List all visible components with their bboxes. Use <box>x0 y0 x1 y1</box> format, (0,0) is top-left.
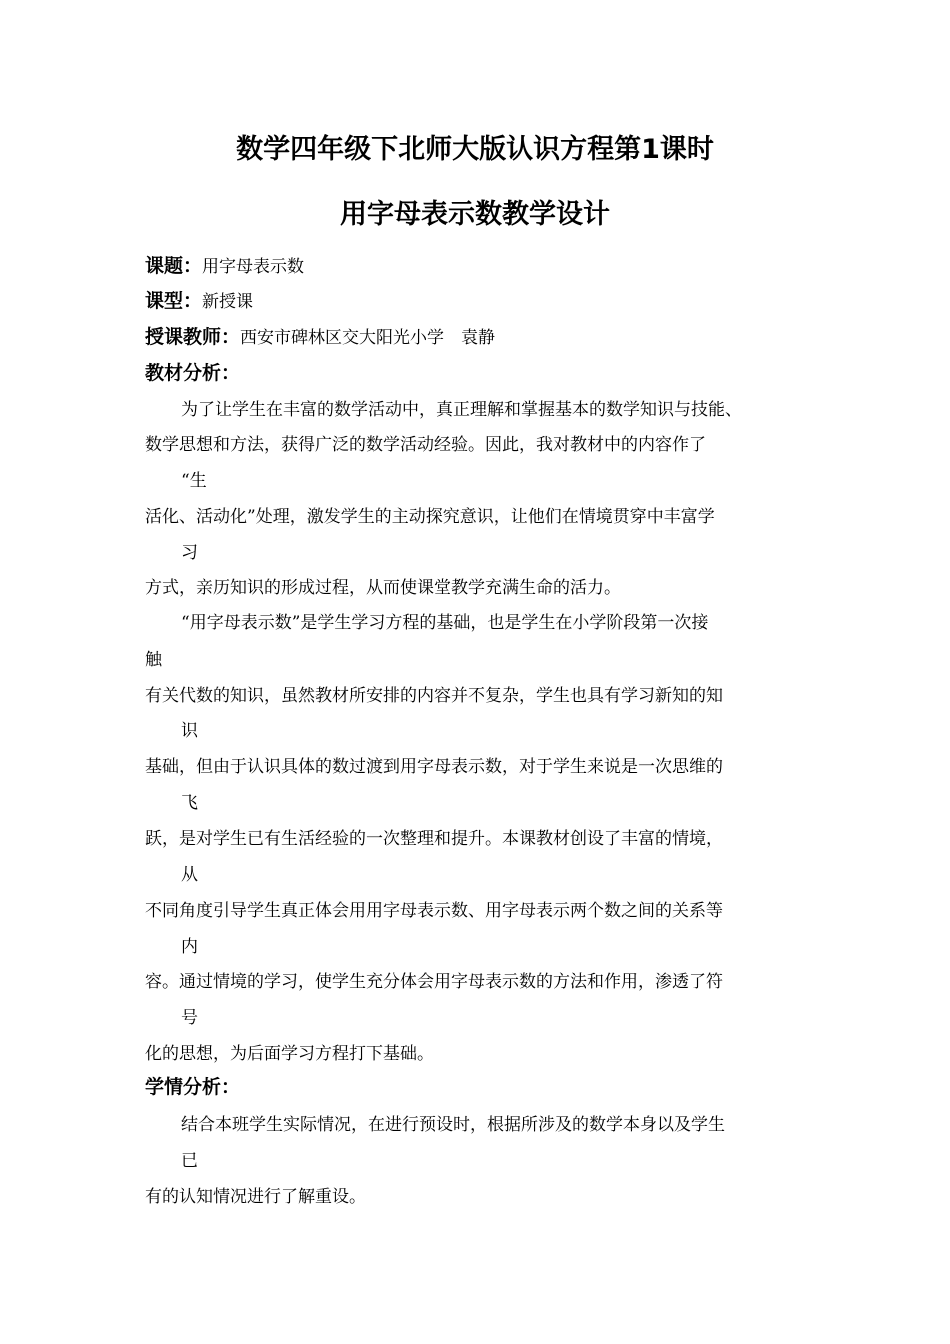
textbook-analysis-line: “生 <box>181 471 207 491</box>
topic-label: 课题： <box>145 255 203 277</box>
textbook-analysis-line: 跃，是对学生已有生活经验的一次整理和提升。本课教材创设了丰富的情境， <box>145 829 723 849</box>
teacher-label: 授课教师： <box>145 326 241 348</box>
topic-row <box>145 253 304 280</box>
textbook-analysis-line: 化的思想，为后面学习方程打下基础。 <box>145 1044 434 1064</box>
textbook-analysis-line: 数学思想和方法，获得广泛的数学活动经验。因此，我对教材中的内容作了 <box>145 435 706 455</box>
lesson-type-row <box>145 288 253 315</box>
textbook-analysis-line: 容。通过情境的学习，使学生充分体会用字母表示数的方法和作用，渗透了符 <box>145 972 723 992</box>
topic-value: 用字母表示数 <box>202 257 305 277</box>
document-title-line-2: 用字母表示数教学设计 <box>340 199 610 230</box>
textbook-analysis-line: 习 <box>181 543 198 563</box>
student-analysis-line: 已 <box>181 1151 198 1171</box>
lesson-type-value: 新授课 <box>202 292 254 312</box>
textbook-analysis-line: 识 <box>181 721 198 741</box>
textbook-analysis-line: 活化、活动化”处理，激发学生的主动探究意识，让他们在情境贯穿中丰富学 <box>145 507 715 527</box>
document-title-line-1: 数学四年级下北师大版认识方程第1课时 <box>236 134 714 165</box>
textbook-analysis-line: 从 <box>181 865 198 885</box>
lesson-type-label: 课型： <box>145 290 203 312</box>
textbook-analysis-heading: 教材分析： <box>145 362 241 384</box>
textbook-analysis-line: 内 <box>181 937 198 957</box>
student-analysis-heading: 学情分析： <box>145 1076 241 1098</box>
textbook-analysis-line: 有关代数的知识，虽然教材所安排的内容并不复杂，学生也具有学习新知的知 <box>145 686 723 706</box>
textbook-analysis-line: 为了让学生在丰富的数学活动中，真正理解和掌握基本的数学知识与技能、 <box>181 400 742 420</box>
textbook-analysis-line: 基础，但由于认识具体的数过渡到用字母表示数，对于学生来说是一次思维的 <box>145 757 723 777</box>
textbook-analysis-line: 不同角度引导学生真正体会用用字母表示数、用字母表示两个数之间的关系等 <box>145 901 723 921</box>
textbook-analysis-line: 方式，亲历知识的形成过程，从而使课堂教学充满生命的活力。 <box>145 578 621 598</box>
student-analysis-line: 有的认知情况进行了解重设。 <box>145 1187 366 1207</box>
textbook-analysis-line: 触 <box>145 650 162 670</box>
textbook-analysis-line: 飞 <box>181 793 198 813</box>
teacher-value: 西安市碑林区交大阳光小学 袁静 <box>240 328 496 348</box>
student-analysis-line: 结合本班学生实际情况，在进行预设时，根据所涉及的数学本身以及学生 <box>181 1115 725 1135</box>
textbook-analysis-line: “用字母表示数”是学生学习方程的基础，也是学生在小学阶段第一次接 <box>181 613 709 633</box>
textbook-analysis-line: 号 <box>181 1008 198 1028</box>
teacher-row <box>145 324 495 351</box>
